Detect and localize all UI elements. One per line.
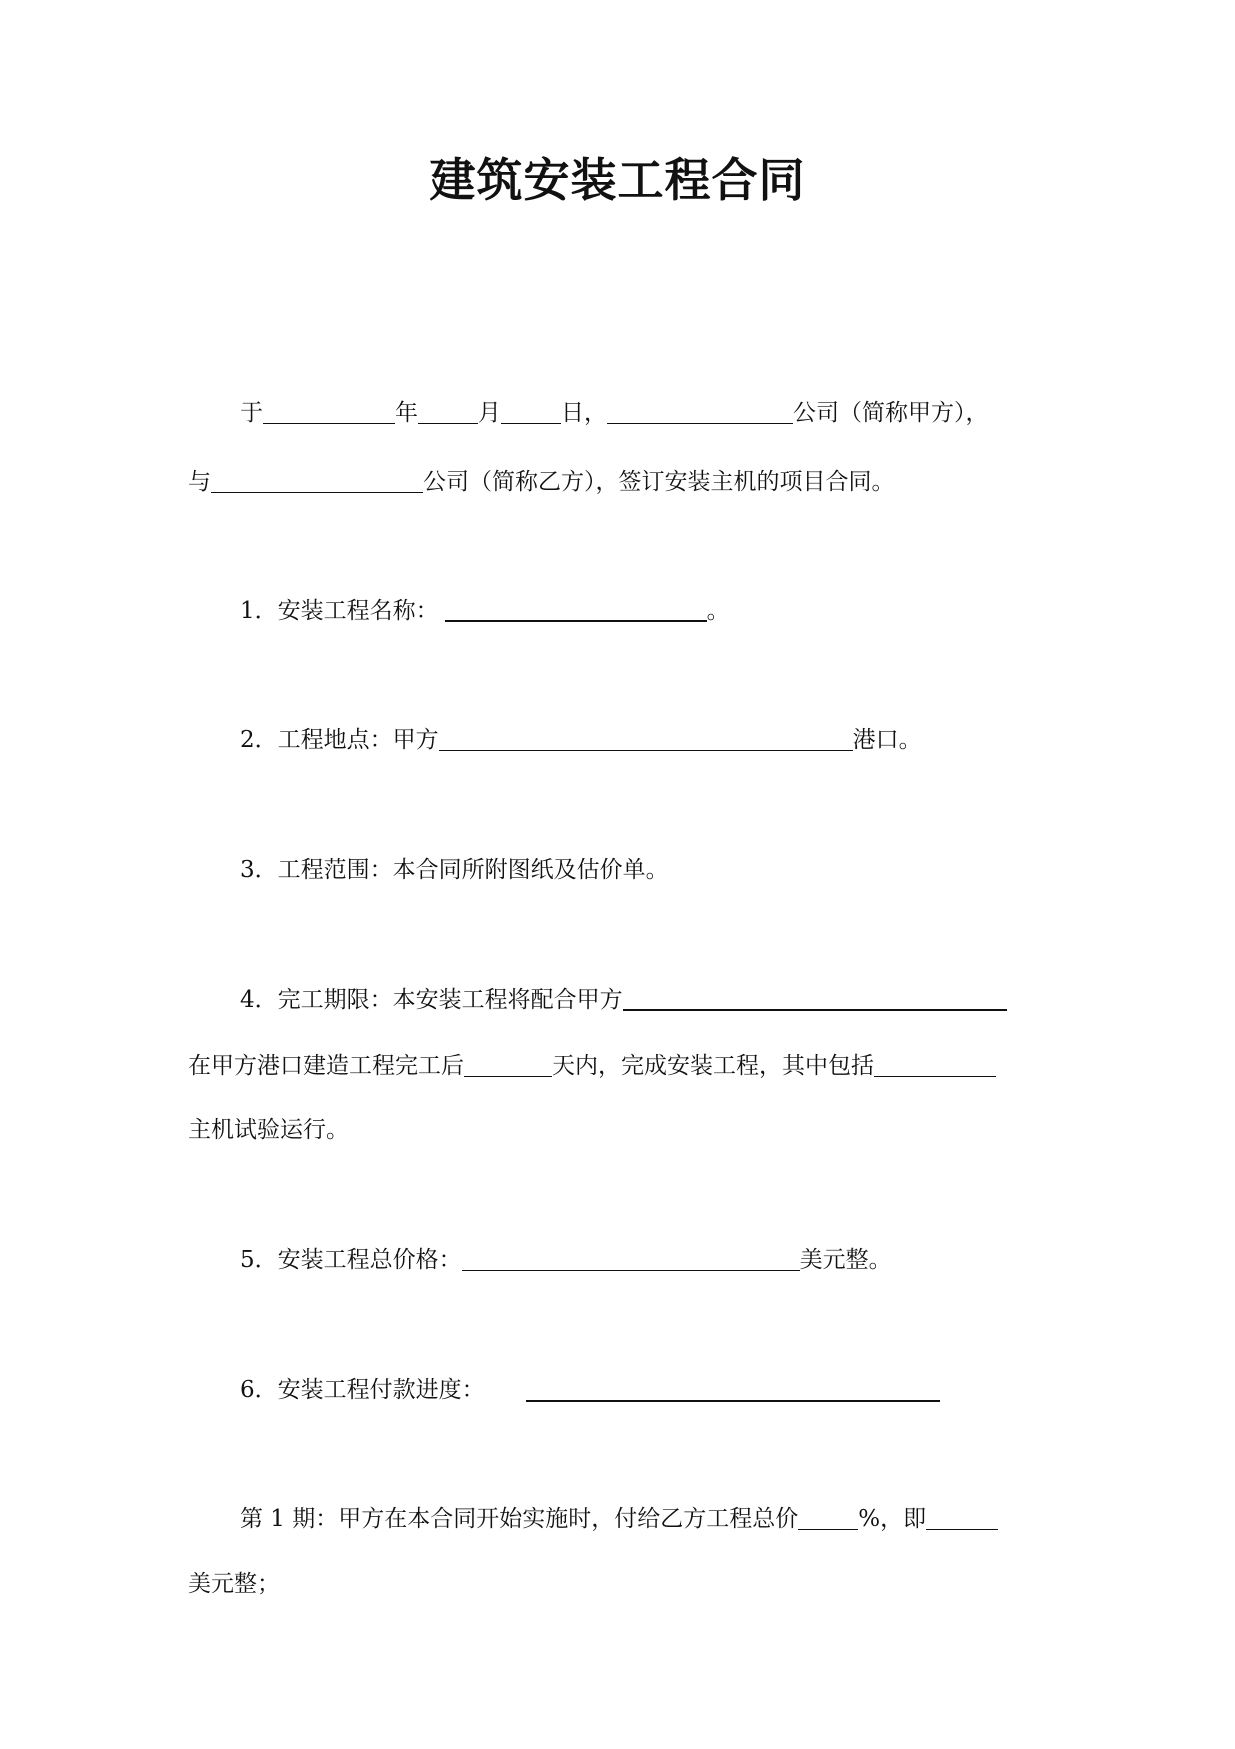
item-5 bbox=[240, 1244, 892, 1276]
item-5-tail: 美元整。 bbox=[799, 1247, 892, 1273]
item-2 bbox=[240, 724, 922, 756]
intro-text-yu: 于 bbox=[240, 400, 263, 426]
item-5-label: 5．安装工程总价格： bbox=[240, 1247, 462, 1273]
party-b-blank bbox=[211, 468, 423, 493]
item-4-text-c: 主机试验运行。 bbox=[188, 1117, 349, 1143]
day-blank bbox=[501, 399, 561, 424]
intro-text-party-a: 公司（简称甲方）， bbox=[793, 400, 989, 426]
item-4-line-1 bbox=[240, 984, 1007, 1016]
party-a-blank bbox=[607, 399, 793, 424]
item-2-label: 2．工程地点：甲方 bbox=[240, 727, 439, 753]
intro-text-with: 与 bbox=[188, 469, 211, 495]
item-6-label: 6．安装工程付款进度： bbox=[240, 1377, 485, 1403]
intro-line-1 bbox=[240, 397, 989, 429]
item-4-text-b: 天内，完成安装工程，其中包括 bbox=[552, 1053, 874, 1079]
item-4-label: 4．完工期限：本安装工程将配合甲方 bbox=[240, 987, 623, 1013]
intro-line-2 bbox=[188, 466, 895, 498]
item-1-label: 1．安装工程名称： bbox=[240, 598, 439, 624]
item-4-text-a: 在甲方港口建造工程完工后 bbox=[188, 1053, 464, 1079]
project-name-blank bbox=[445, 596, 707, 622]
phase-1-text-b: %，即 bbox=[858, 1506, 927, 1532]
phase-1-text-c: 美元整； bbox=[188, 1571, 280, 1597]
total-price-blank bbox=[462, 1246, 800, 1271]
month-blank bbox=[418, 399, 478, 424]
intro-text-year: 年 bbox=[395, 400, 418, 426]
location-blank bbox=[439, 726, 853, 751]
item-3 bbox=[240, 854, 669, 886]
payment-schedule-blank bbox=[526, 1400, 940, 1402]
intro-text-day: 日， bbox=[561, 400, 607, 426]
item-3-text: 3．工程范围：本合同所附图纸及估价单。 bbox=[240, 857, 669, 883]
including-blank bbox=[874, 1052, 996, 1077]
phase-1-line-2 bbox=[188, 1568, 280, 1600]
item-2-tail: 港口。 bbox=[852, 727, 922, 753]
item-1 bbox=[240, 595, 730, 627]
percent-blank bbox=[798, 1505, 858, 1530]
phase-1-text-a: 第 1 期：甲方在本合同开始实施时，付给乙方工程总价 bbox=[240, 1506, 799, 1532]
amount-blank bbox=[926, 1505, 998, 1530]
year-blank bbox=[263, 399, 395, 424]
item-6 bbox=[240, 1374, 485, 1406]
intro-text-month: 月 bbox=[478, 400, 501, 426]
document-title: 建筑安装工程合同 bbox=[429, 153, 806, 207]
phase-1-line-1 bbox=[240, 1503, 998, 1535]
coordination-blank bbox=[623, 985, 1007, 1011]
item-4-line-3 bbox=[188, 1114, 349, 1146]
item-1-tail: 。 bbox=[706, 598, 730, 624]
days-blank bbox=[464, 1052, 552, 1077]
item-4-line-2 bbox=[188, 1050, 996, 1082]
intro-text-party-b: 公司（简称乙方），签订安装主机的项目合同。 bbox=[423, 469, 895, 495]
